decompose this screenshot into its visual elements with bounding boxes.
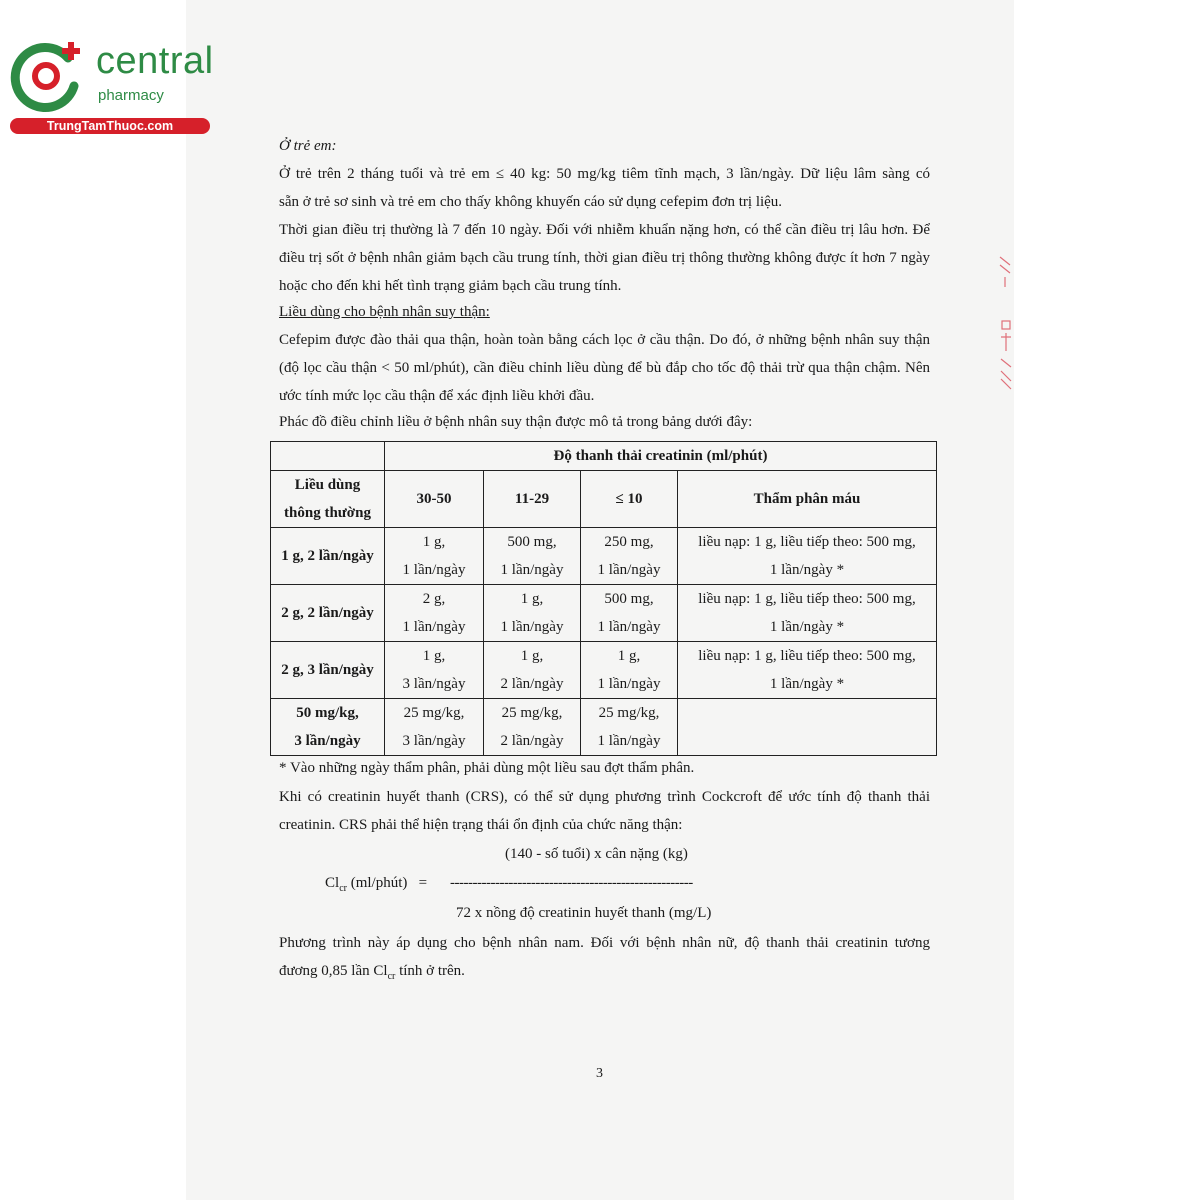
closing-sub: cr xyxy=(387,971,396,982)
cell-line: 1 lần/ngày * xyxy=(769,562,845,578)
cell-line: liều nạp: 1 g, liều tiếp theo: 500 mg, xyxy=(698,534,916,550)
cell-line: 25 mg/kg, xyxy=(403,705,465,721)
table-cell xyxy=(385,585,484,642)
cell-line: 1 lần/ngày xyxy=(597,733,661,749)
cell-line: 1 lần/ngày xyxy=(597,676,661,692)
cell-line: 1 lần/ngày xyxy=(402,562,466,578)
table-cell xyxy=(581,528,678,585)
cell-line: 3 lần/ngày xyxy=(402,676,466,692)
left-margin xyxy=(0,0,186,1200)
cell-line: 250 mg, xyxy=(604,534,654,550)
children-paragraph-line-1: Ở trẻ trên 2 tháng tuổi và trẻ em ≤ 40 kg: 50 mg/kg tiêm tĩnh mạch, 3 lần/ngày. Dữ liệu lâm sàng có xyxy=(279,166,930,182)
formula-denominator: 72 x nồng độ creatinin huyết thanh (mg/L) xyxy=(456,905,712,921)
table-cell xyxy=(484,699,581,756)
cell-line: 1 lần/ngày xyxy=(500,619,564,635)
closing-line-2 xyxy=(279,957,930,991)
cell-line: 2 lần/ngày xyxy=(500,733,564,749)
table-row xyxy=(271,585,937,642)
row-head xyxy=(271,699,385,756)
cell-line: 1 g, xyxy=(422,648,446,664)
table-cell xyxy=(385,528,484,585)
table-title: Độ thanh thải creatinin (ml/phút) xyxy=(385,442,937,471)
renal-heading: Liều dùng cho bệnh nhân suy thận: xyxy=(279,304,490,320)
cell-line: 1 g, xyxy=(422,534,446,550)
row-head-line-1: 50 mg/kg, xyxy=(296,705,359,721)
formula-lhs-main: Cl xyxy=(325,875,340,891)
logo-ring-icon xyxy=(10,38,90,116)
col-header-usual-line-2: thông thường xyxy=(284,505,371,521)
cell-line: 1 g, xyxy=(520,648,544,664)
cell-line: 1 g, xyxy=(520,591,544,607)
table-cell-empty xyxy=(678,699,937,756)
col-header-usual-line-1: Liều dùng xyxy=(294,477,361,493)
logo-name: central xyxy=(96,40,214,82)
table-cell xyxy=(581,642,678,699)
table-cell xyxy=(385,642,484,699)
row-head: 1 g, 2 lần/ngày xyxy=(271,528,385,585)
table-cell xyxy=(581,699,678,756)
row-head-line-2: 3 lần/ngày xyxy=(294,733,361,749)
table-row xyxy=(271,642,937,699)
table-corner xyxy=(271,442,385,471)
formula-lhs-sub: cr xyxy=(339,883,347,894)
row-head: 2 g, 2 lần/ngày xyxy=(271,585,385,642)
cell-line: liều nạp: 1 g, liều tiếp theo: 500 mg, xyxy=(698,591,916,607)
children-paragraph-line-2: sẵn ở trẻ sơ sinh và trẻ em cho thấy không khuyến cáo sử dụng cefepim đơn trị liệu. xyxy=(279,194,783,210)
col-header-le-10: ≤ 10 xyxy=(581,471,678,528)
crs-paragraph: Khi có creatinin huyết thanh (CRS), có thể sử dụng phương trình Cockcroft để ước tính độ thanh thải creatinin. CRS phải thể hiện trạng thái ổn định của chức năng thận: xyxy=(279,789,930,833)
right-margin xyxy=(1014,0,1200,1200)
renal-dose-table xyxy=(270,441,937,756)
table-row xyxy=(271,528,937,585)
table-cell xyxy=(678,528,937,585)
col-header-30-50: 30-50 xyxy=(385,471,484,528)
cell-line: 500 mg, xyxy=(604,591,654,607)
logo-subtitle: pharmacy xyxy=(98,87,164,104)
table-row xyxy=(271,699,937,756)
cell-line: 1 lần/ngày * xyxy=(769,676,845,692)
formula-bar: ------------------------------------------------------ xyxy=(450,875,693,891)
cell-line: liều nạp: 1 g, liều tiếp theo: 500 mg, xyxy=(698,648,916,664)
duration-paragraph: Thời gian điều trị thường là 7 đến 10 ngày. Đối với nhiễm khuẩn nặng hơn, có thể cần điều trị lâu hơn. Để điều trị sốt ở bệnh nhân giảm bạch cầu trung tính, thời gian điều trị thông thường không được ít hơn 7 ngày hoặc cho đến khi hết tình trạng giảm bạch cầu trung tính. xyxy=(279,222,930,294)
cell-line: 25 mg/kg, xyxy=(598,705,660,721)
cell-line: 1 lần/ngày xyxy=(500,562,564,578)
children-heading: Ở trẻ em: xyxy=(279,138,337,154)
cell-line: 1 lần/ngày xyxy=(597,562,661,578)
logo-banner: TrungTamThuoc.com xyxy=(10,118,210,134)
row-head: 2 g, 3 lần/ngày xyxy=(271,642,385,699)
table-cell xyxy=(484,642,581,699)
page-number: 3 xyxy=(596,1066,603,1081)
cell-line: 1 lần/ngày * xyxy=(769,619,845,635)
table-cell xyxy=(385,699,484,756)
col-header-hemodialysis: Thẩm phân máu xyxy=(678,471,937,528)
renal-paragraph: Cefepim được đào thải qua thận, hoàn toàn bằng cách lọc ở cầu thận. Do đó, ở những bệnh nhân suy thận (độ lọc cầu thận < 50 ml/phút), cần điều chỉnh liều dùng để bù đắp cho tốc độ thải trừ qua thận chậm. Nên ước tính mức lọc cầu thận để xác định liều khởi đầu. xyxy=(279,332,930,404)
central-pharmacy-logo[interactable] xyxy=(10,38,215,138)
cell-line: 1 lần/ngày xyxy=(402,619,466,635)
closing-text-b: tính ở trên. xyxy=(395,963,465,979)
cell-line: 1 g, xyxy=(617,648,641,664)
table-intro: Phác đồ điều chỉnh liều ở bệnh nhân suy thận được mô tả trong bảng dưới đây: xyxy=(279,414,753,430)
red-stamp-mark-icon xyxy=(996,255,1016,395)
cell-line: 2 g, xyxy=(422,591,446,607)
cell-line: 3 lần/ngày xyxy=(402,733,466,749)
table-footnote: * Vào những ngày thẩm phân, phải dùng một liều sau đợt thẩm phân. xyxy=(279,760,695,776)
col-header-11-29: 11-29 xyxy=(484,471,581,528)
col-header-usual-dose xyxy=(271,471,385,528)
table-cell xyxy=(678,642,937,699)
formula-lhs-rest: (ml/phút) xyxy=(346,875,408,891)
cell-line: 1 lần/ngày xyxy=(597,619,661,635)
cell-line: 500 mg, xyxy=(507,534,557,550)
table-cell xyxy=(581,585,678,642)
table-cell xyxy=(484,585,581,642)
cell-line: 25 mg/kg, xyxy=(501,705,563,721)
formula-equals: = xyxy=(418,875,428,891)
table-cell xyxy=(678,585,937,642)
closing-line-1: Phương trình này áp dụng cho bệnh nhân nam. Đối với bệnh nhân nữ, độ thanh thải creatinin tương xyxy=(279,935,930,951)
closing-text-a: đương 0,85 lần Cl xyxy=(279,963,388,979)
formula-numerator: (140 - số tuổi) x cân nặng (kg) xyxy=(505,846,688,862)
table-cell xyxy=(484,528,581,585)
formula-lhs xyxy=(325,871,427,901)
cell-line: 2 lần/ngày xyxy=(500,676,564,692)
